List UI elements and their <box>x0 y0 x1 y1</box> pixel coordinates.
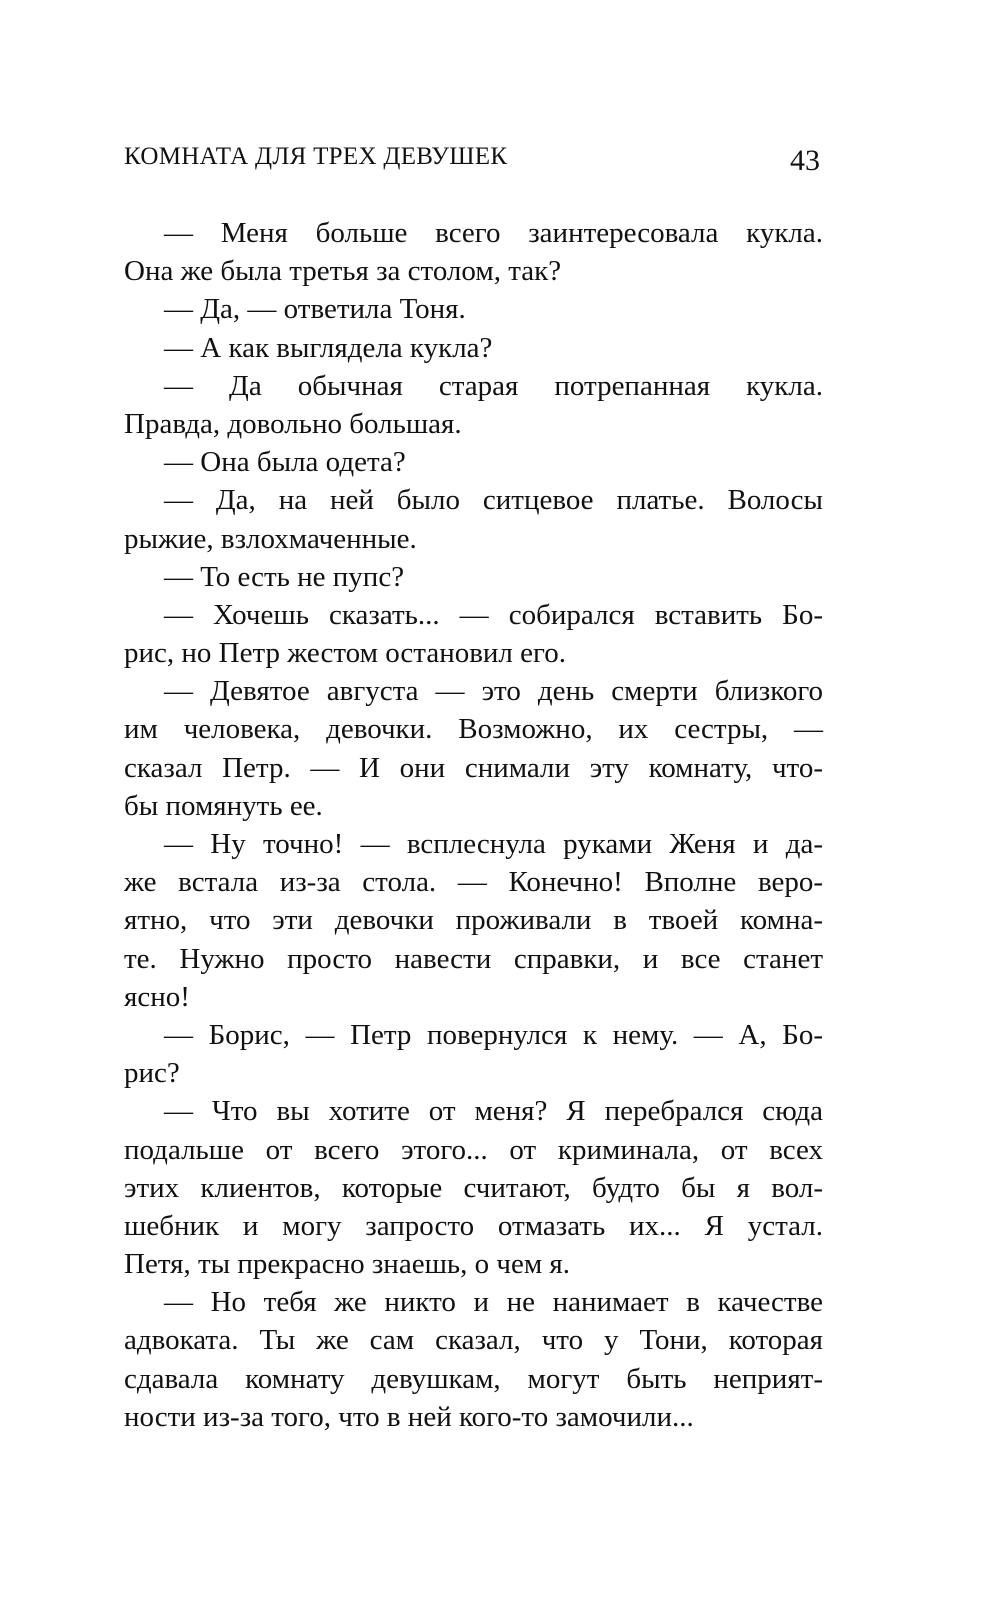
text-line: рис? <box>124 1057 180 1090</box>
text-line: рыжие, взлохмаченные. <box>124 522 417 555</box>
text-line: — Она была одета? <box>164 446 406 479</box>
text-line: ности из-за того, что в ней кого-то замочили... <box>124 1400 694 1433</box>
text-line: им человека, девочки. Возможно, их сестры, — <box>124 713 823 746</box>
text-line: — Борис, — Петр повернулся к нему. — А, Бо- <box>164 1018 823 1051</box>
text-line: — Ну точно! — всплеснула руками Женя и да- <box>164 828 823 860</box>
text-line: — То есть не пупс? <box>164 560 405 593</box>
text-line: — А как выглядела кукла? <box>164 331 493 364</box>
text-line: сказал Петр. — И они снимали эту комнату, что- <box>124 751 823 784</box>
text-line: — Да, на ней было ситцевое платье. Волосы <box>164 484 823 517</box>
text-line: Она же была третья за столом, так? <box>124 255 562 288</box>
text-line: рис, но Петр жестом остановил его. <box>124 637 566 670</box>
page-number: 43 <box>790 144 820 177</box>
text-line: — Меня больше всего заинтересовала кукла. <box>164 217 823 249</box>
text-line: бы помянуть ее. <box>124 789 323 822</box>
text-line: Правда, довольно большая. <box>124 407 462 440</box>
text-line: — Но тебя же никто и не нанимает в качестве <box>164 1286 823 1319</box>
text-line: ясно! <box>124 980 190 1013</box>
text-line: — Что вы хотите от меня? Я перебрался сюда <box>164 1095 823 1128</box>
text-line: подальше от всего этого... от криминала, от всех <box>124 1133 823 1166</box>
text-line: же встала из-за стола. — Конечно! Вполне веро- <box>124 866 823 899</box>
text-line: — Хочешь сказать... — собирался вставить Бо- <box>164 598 823 631</box>
text-line: ятно, что эти девочки проживали в твоей комна- <box>124 904 823 937</box>
text-line: — Девятое августа — это день смерти близкого <box>164 675 823 708</box>
text-line: шебник и могу запросто отмазать их... Я устал. <box>124 1209 823 1242</box>
text-line: — Да обычная старая потрепанная кукла. <box>164 369 823 402</box>
running-title: КОМНАТА ДЛЯ ТРЕХ ДЕВУШЕК <box>124 143 508 170</box>
text-line: сдавала комнату девушкам, могут быть неприят- <box>124 1362 823 1395</box>
text-line: адвоката. Ты же сам сказал, что у Тони, которая <box>124 1324 823 1357</box>
text-line: Петя, ты прекрасно знаешь, о чем я. <box>124 1248 571 1281</box>
body-text <box>124 214 823 1436</box>
text-line: те. Нужно просто навести справки, и все станет <box>124 942 823 975</box>
text-line: этих клиентов, которые считают, будто бы я вол- <box>124 1171 823 1204</box>
text-line: — Да, — ответила Тоня. <box>164 293 466 326</box>
